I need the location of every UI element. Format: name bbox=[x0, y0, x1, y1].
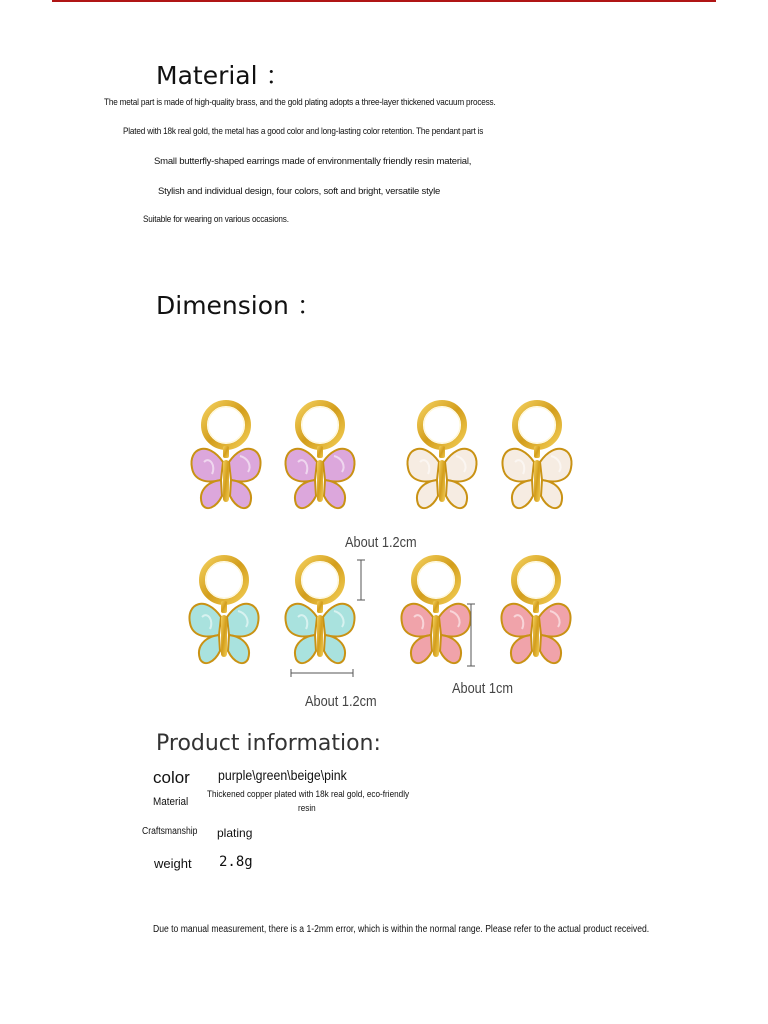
info-key-weight: weight bbox=[154, 856, 192, 871]
beige-earring-left bbox=[407, 403, 476, 508]
material-line-2: Plated with 18k real gold, the metal has a good color and long-lasting color retention. The pendant part is bbox=[123, 126, 484, 137]
info-value-color: purple\green\beige\pink bbox=[218, 767, 347, 783]
info-value-craftsmanship: plating bbox=[217, 826, 253, 840]
material-heading: Material ： bbox=[156, 61, 291, 90]
material-line-3: Small butterfly-shaped earrings made of environmentally friendly resin material, bbox=[154, 156, 472, 167]
top-accent-bar bbox=[52, 0, 716, 2]
measurement-note: Due to manual measurement, there is a 1-2mm error, which is within the normal range. Please refer to the actual product received. bbox=[153, 924, 650, 935]
pink-earring-left bbox=[401, 558, 470, 663]
dimension-label-top: About 1.2cm bbox=[345, 534, 417, 551]
info-value-material-cont: resin bbox=[298, 803, 316, 814]
info-key-color: color bbox=[153, 768, 190, 787]
info-key-craftsmanship: Craftsmanship bbox=[142, 826, 198, 837]
product-info-heading: Product information: bbox=[156, 731, 381, 756]
dimension-heading: Dimension ： bbox=[156, 291, 322, 320]
material-line-5: Suitable for wearing on various occasions. bbox=[143, 214, 289, 225]
info-value-weight: 2.8g bbox=[219, 854, 253, 870]
info-key-material: Material bbox=[153, 796, 189, 808]
dimension-label-right: About 1cm bbox=[452, 680, 513, 697]
material-line-1: The metal part is made of high-quality brass, and the gold plating adopts a three-layer thickened vacuum process. bbox=[104, 97, 496, 108]
green-earring-right bbox=[285, 558, 354, 663]
pink-earring-right bbox=[501, 558, 570, 663]
material-line-4: Stylish and individual design, four colors, soft and bright, versatile style bbox=[158, 186, 441, 197]
dimension-label-bottom-left: About 1.2cm bbox=[305, 693, 377, 710]
green-earring-left bbox=[189, 558, 258, 663]
info-value-material: Thickened copper plated with 18k real gold, eco-friendly bbox=[207, 789, 410, 800]
purple-earring-right bbox=[285, 403, 354, 508]
purple-earring-left bbox=[191, 403, 260, 508]
beige-earring-right bbox=[502, 403, 571, 508]
